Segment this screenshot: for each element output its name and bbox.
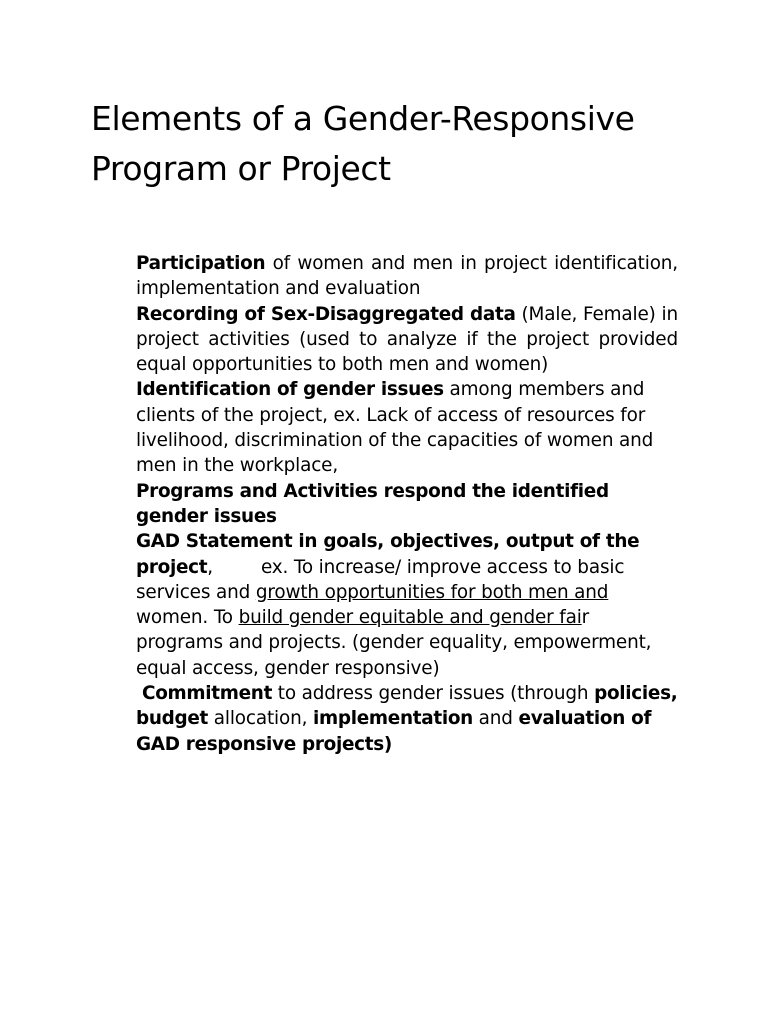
elements-list — [136, 251, 678, 757]
item-identification-heading: Identification of gender issues — [136, 379, 444, 401]
item-commitment — [136, 681, 678, 757]
item-commitment-text-2: allocation, — [208, 708, 313, 730]
item-recording — [136, 302, 678, 378]
item-participation-text: of women and men in project identification, implementation and evaluation — [136, 253, 678, 300]
item-gad-underline-2: build gender equitable and gender fai — [238, 607, 582, 629]
item-gad-comma: , — [207, 556, 213, 578]
item-commitment-bold-3: implementation — [313, 708, 473, 730]
item-participation-heading: Participation — [136, 253, 266, 274]
item-gad-underline-1: growth opportunities for both men and — [255, 581, 609, 603]
item-programs — [136, 479, 678, 530]
item-gad-text-2: women. To — [136, 607, 239, 629]
item-commitment-bold-2: policies, budget — [136, 683, 678, 730]
item-recording-text: (Male, Female) in project activities (used to analyze if the project provided equal opportunities to both men and women) — [136, 303, 678, 376]
item-gad-statement — [136, 529, 678, 681]
item-identification — [136, 377, 678, 478]
item-gad-text-3: r programs and projects. (gender equality, empowerment, equal access, gender responsive) — [136, 607, 652, 679]
page-title — [91, 94, 731, 194]
item-programs-heading: Programs and Activities respond the identified gender issues — [136, 480, 609, 527]
item-commitment-text-1: to address gender issues (through — [272, 683, 595, 705]
item-commitment-text-3: and — [472, 708, 519, 730]
item-commitment-heading: Commitment — [142, 683, 273, 705]
title-line-2: Program or Project — [91, 149, 391, 188]
item-commitment-bold-4: evaluation of GAD responsive projects) — [136, 708, 652, 755]
item-recording-heading: Recording of Sex-Disaggregated data — [136, 303, 516, 325]
item-gad-text-1: ex. To increase/ improve access to basic services and — [136, 556, 625, 603]
item-gad-heading: GAD Statement in goals, objectives, output of the project — [136, 531, 640, 578]
title-line-1: Elements of a Gender-Responsive — [91, 99, 635, 138]
item-identification-text: among members and clients of the project, ex. Lack of access of resources for livelihood, discrimination of the capacities of women and men in the workplace, — [136, 379, 654, 477]
item-participation — [136, 251, 678, 302]
